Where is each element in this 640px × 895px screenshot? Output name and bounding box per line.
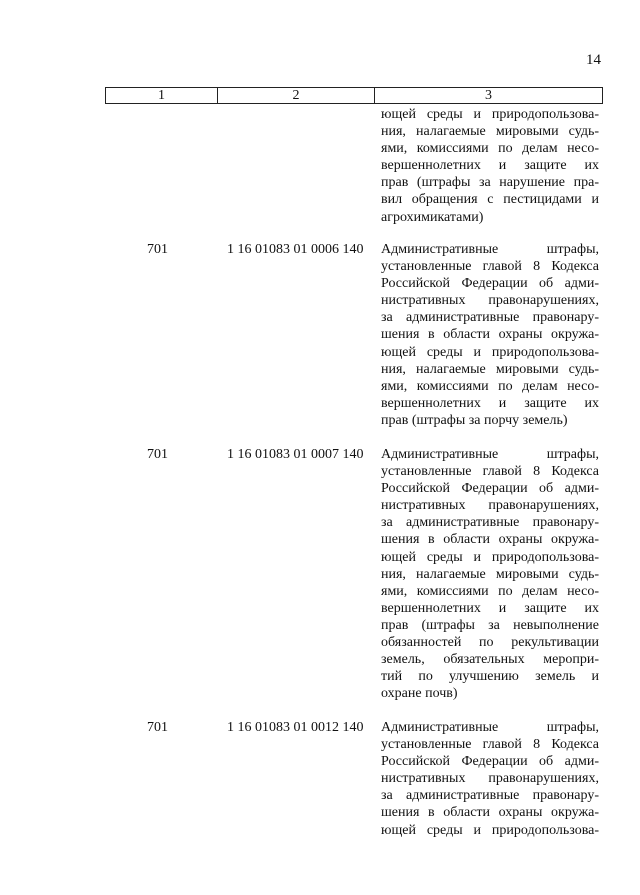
budget-classification-code: 1 16 01083 01 0012 140	[227, 720, 364, 735]
description-line: за административные правонару-	[381, 310, 599, 326]
description-line: ями, комиссиями по делам несо-	[381, 378, 599, 394]
row-description	[381, 241, 599, 429]
description-line: шения в области охраны окружа-	[381, 327, 599, 343]
description-line: ния, налагаемые мировыми судь-	[381, 124, 599, 140]
description-line: вершеннолетних и защите их	[381, 395, 599, 411]
description-line: ями, комиссиями по делам несо-	[381, 141, 599, 157]
description-line: установленные главой 8 Кодекса	[381, 464, 599, 480]
description-line: нистративных правонарушениях,	[381, 498, 599, 514]
description-line: нистративных правонарушениях,	[381, 293, 599, 309]
row-description	[381, 106, 599, 226]
description-line: Административные штрафы,	[381, 720, 599, 735]
description-line: ния, налагаемые мировыми судь-	[381, 566, 599, 582]
description-line: ющей среды и природопользова-	[381, 107, 599, 122]
description-line: ями, комиссиями по делам несо-	[381, 583, 599, 599]
description-line: за административные правонару-	[381, 515, 599, 531]
description-line: ющей среды и природопользова-	[381, 549, 599, 565]
budget-classification-code: 1 16 01083 01 0007 140	[227, 447, 364, 462]
admin-code: 701	[147, 447, 168, 462]
description-line: Российской Федерации об адми-	[381, 754, 599, 770]
description-line: земель, обязательных меропри-	[381, 652, 599, 668]
admin-code: 701	[147, 720, 168, 735]
description-line: прав (штрафы за порчу земель)	[381, 412, 568, 428]
description-line: ния, налагаемые мировыми судь-	[381, 361, 599, 377]
description-line: шения в области охраны окружа-	[381, 805, 599, 821]
description-line: вил обращения с пестицидами и	[381, 192, 599, 208]
description-line: вершеннолетних и защите их	[381, 158, 599, 174]
row-description	[381, 446, 599, 702]
description-line: Российской Федерации об адми-	[381, 276, 599, 292]
admin-code: 701	[147, 242, 168, 257]
description-line: установленные главой 8 Кодекса	[381, 259, 599, 275]
description-line: нистративных правонарушениях,	[381, 771, 599, 787]
description-line: прав (штрафы за нарушение пра-	[381, 175, 599, 191]
description-line: Российской Федерации об адми-	[381, 481, 599, 497]
description-line: тий по улучшению земель и	[381, 669, 599, 685]
column-header-1: 1	[158, 88, 165, 103]
description-line: Административные штрафы,	[381, 242, 599, 257]
description-line: ющей среды и природопользова-	[381, 344, 599, 360]
description-line: прав (штрафы за невыполнение	[381, 617, 599, 633]
description-line: ющей среды и природопользова-	[381, 822, 599, 838]
description-line: установленные главой 8 Кодекса	[381, 737, 599, 753]
column-header-3: 3	[374, 88, 602, 103]
description-line: вершеннолетних и защите их	[381, 600, 599, 616]
column-header-2: 2	[217, 88, 374, 103]
description-line: агрохимикатами)	[381, 209, 484, 225]
description-line: Административные штрафы,	[381, 447, 599, 462]
description-line: обязанностей по рекультивации	[381, 635, 599, 651]
row-description	[381, 719, 599, 839]
table-header-row	[105, 87, 603, 104]
description-line: за административные правонару-	[381, 788, 599, 804]
page-number: 14	[586, 52, 601, 68]
budget-classification-code: 1 16 01083 01 0006 140	[227, 242, 364, 257]
description-line: охране почв)	[381, 686, 458, 702]
description-line: шения в области охраны окружа-	[381, 532, 599, 548]
